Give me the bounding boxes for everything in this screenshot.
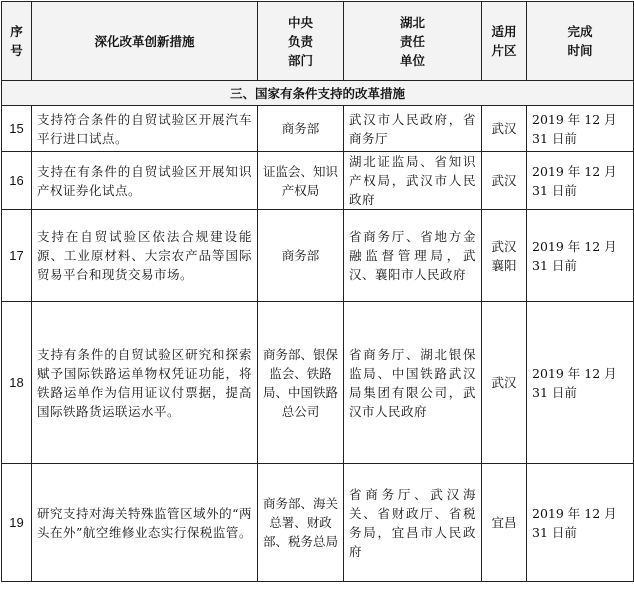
row-number: 17 [2,210,32,302]
row-dept: 证监会、知识产权局 [258,152,344,210]
table-row [2,210,634,302]
row-unit: 湖北证监局、省知识产权局，武汉市人民政府 [344,152,482,210]
row-area: 武汉 [482,302,527,464]
row-time: 2019 年 12 月 31 日前 [527,302,634,464]
row-measure: 支持在自贸试验区依法合规建设能源、工业原材料、大宗农产品等国际贸易平台和现货交易市场。 [32,210,258,302]
header-area-line1: 适用 [491,24,517,39]
header-area [482,2,527,81]
header-time [527,2,634,81]
table-row [2,464,634,582]
row-measure: 研究支持对海关特殊监管区域外的“两头在外”航空维修业态实行保税监管。 [32,464,258,582]
header-measure: 深化改革创新措施 [32,2,258,81]
row-measure: 支持有条件的自贸试验区研究和探索赋予国际铁路运单物权凭证功能，将铁路运单作为信用证议付票据，提高国际铁路货运联运水平。 [32,302,258,464]
row-number: 15 [2,106,32,152]
row-area: 宜昌 [482,464,527,582]
header-dept [258,2,344,81]
header-dept-line2: 负责 [287,33,313,49]
row-dept: 商务部、银保监会、铁路局、中国铁路总公司 [258,302,344,464]
header-no: 序号 [2,2,32,81]
header-unit-line2: 责任 [399,33,425,49]
row-unit: 省商务厅、省地方金融监督管理局，武汉、襄阳市人民政府 [344,210,482,302]
row-area: 武汉 襄阳 [482,210,527,302]
row-unit: 省商务厅、湖北银保监局、中国铁路武汉局集团有限公司，武汉市人民政府 [344,302,482,464]
section-row [2,81,634,106]
reform-measures-table [1,1,634,582]
row-number: 18 [2,302,32,464]
table-row [2,302,634,464]
row-time: 2019 年 12 月 31 日前 [527,464,634,582]
row-area: 武汉 [482,106,527,152]
row-measure: 支持符合条件的自贸试验区开展汽车平行进口试点。 [32,106,258,152]
header-area-line2: 片区 [491,43,517,58]
table-row [2,152,634,210]
table-row [2,106,634,152]
row-dept: 商务部 [258,210,344,302]
header-time-line1: 完成 [567,24,593,39]
row-measure: 支持在有条件的自贸试验区开展知识产权证券化试点。 [32,152,258,210]
row-area: 武汉 [482,152,527,210]
header-unit-line3: 单位 [399,52,425,68]
header-dept-line1: 中央 [287,14,313,30]
header-unit-line1: 湖北 [399,14,425,30]
section-title: 三、国家有条件支持的改革措施 [2,81,634,106]
row-unit: 省商务厅、武汉海关、省财政厅、省税务局，宜昌市人民政府 [344,464,482,582]
row-unit: 武汉市人民政府，省商务厅 [344,106,482,152]
row-time: 2019 年 12 月 31 日前 [527,152,634,210]
header-dept-line3: 部门 [287,52,313,68]
row-time: 2019 年 12 月 31 日前 [527,210,634,302]
header-time-line2: 时间 [567,43,593,58]
row-number: 16 [2,152,32,210]
row-time: 2019 年 12 月 31 日前 [527,106,634,152]
row-number: 19 [2,464,32,582]
row-dept: 商务部 [258,106,344,152]
header-row [2,2,634,81]
row-dept: 商务部、海关总署、财政部、税务总局 [258,464,344,582]
header-unit [344,2,482,81]
